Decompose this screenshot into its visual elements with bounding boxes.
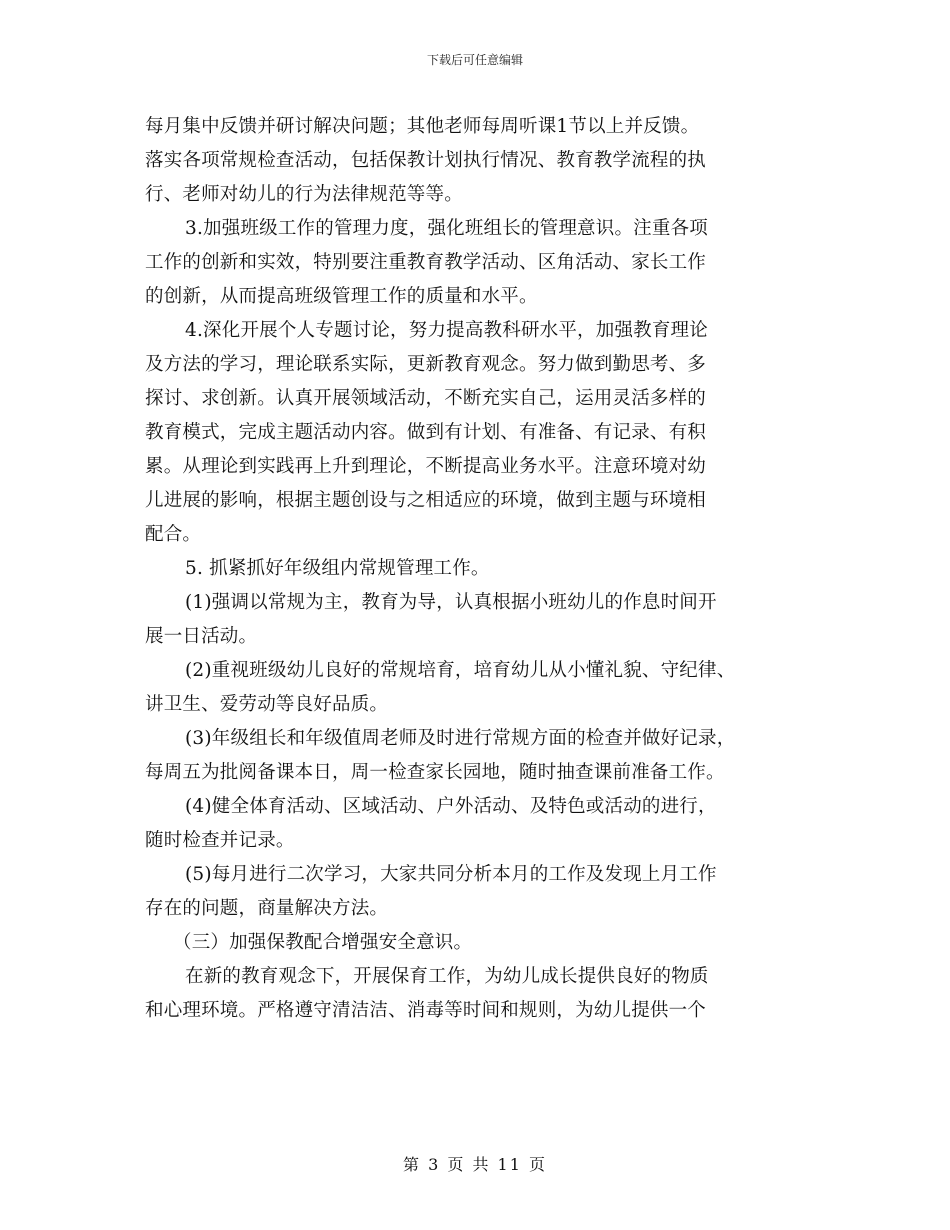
- paragraph-start-line: (5)每月进行二次学习，大家共同分析本月的工作及发现上月工作: [185, 864, 717, 885]
- text-line: 落实各项常规检查活动，包括保教计划执行情况、教育教学流程的执: [145, 150, 707, 171]
- section-heading: （三）加强保教配合增强安全意识。: [173, 932, 473, 953]
- text-line: 的创新，从而提高班级管理工作的质量和水平。: [145, 286, 538, 307]
- text-line: 存在的问题，商量解决方法。: [145, 898, 389, 919]
- body-text: [145, 110, 825, 1028]
- text-line: 每周五为批阅备课本日，周一检查家长园地，随时抽查课前准备工作。: [145, 762, 725, 783]
- paragraph-start-line: (3)年级组长和年级值周老师及时进行常规方面的检查并做好记录，: [185, 728, 736, 749]
- paragraph-start-line: (4)健全体育活动、区域活动、户外活动、及特色或活动的进行，: [185, 796, 717, 817]
- text-line: 教育模式，完成主题活动内容。做到有计划、有准备、有记录、有积: [145, 422, 707, 443]
- paragraph-start-line: (1)强调以常规为主，教育为导，认真根据小班幼儿的作息时间开: [185, 592, 717, 613]
- text-line: 和心理环境。严格遵守清洁洁、消毒等时间和规则，为幼儿提供一个: [145, 1000, 707, 1021]
- paragraph-start-line: 5. 抓紧抓好年级组内常规管理工作。: [185, 558, 490, 579]
- paragraph-start-line: 3.加强班级工作的管理力度，强化班组长的管理意识。注重各项: [185, 218, 708, 239]
- text-line: 每月集中反馈并研讨解决问题；其他老师每周听课1节以上并反馈。: [145, 116, 700, 137]
- text-line: 随时检查并记录。: [145, 830, 295, 851]
- text-line: 展一日活动。: [145, 626, 258, 647]
- text-line: 讲卫生、爱劳动等良好品质。: [145, 694, 389, 715]
- text-line: 行、老师对幼儿的行为法律规范等等。: [145, 184, 463, 205]
- paragraph-start-line: 在新的教育观念下，开展保育工作，为幼儿成长提供良好的物质: [185, 966, 709, 987]
- text-line: 儿进展的影响，根据主题创设与之相适应的环境，做到主题与环境相: [145, 490, 707, 511]
- page-number-footer: 第 3 页 共 11 页: [403, 1155, 547, 1174]
- text-line: 工作的创新和实效，特别要注重教育教学活动、区角活动、家长工作: [145, 252, 707, 273]
- page-header: 下载后可任意编辑: [426, 53, 523, 67]
- paragraph-start-line: 4.深化开展个人专题讨论，努力提高教科研水平，加强教育理论: [185, 320, 708, 341]
- paragraph-start-line: (2)重视班级幼儿良好的常规培育，培育幼儿从小懂礼貌、守纪律、: [185, 660, 736, 681]
- text-line: 配合。: [145, 524, 202, 545]
- text-line: 累。从理论到实践再上升到理论，不断提高业务水平。注意环境对幼: [145, 456, 707, 477]
- text-line: 及方法的学习，理论联系实际，更新教育观念。努力做到勤思考、多: [145, 354, 707, 375]
- text-line: 探讨、求创新。认真开展领域活动，不断充实自己，运用灵活多样的: [145, 388, 707, 409]
